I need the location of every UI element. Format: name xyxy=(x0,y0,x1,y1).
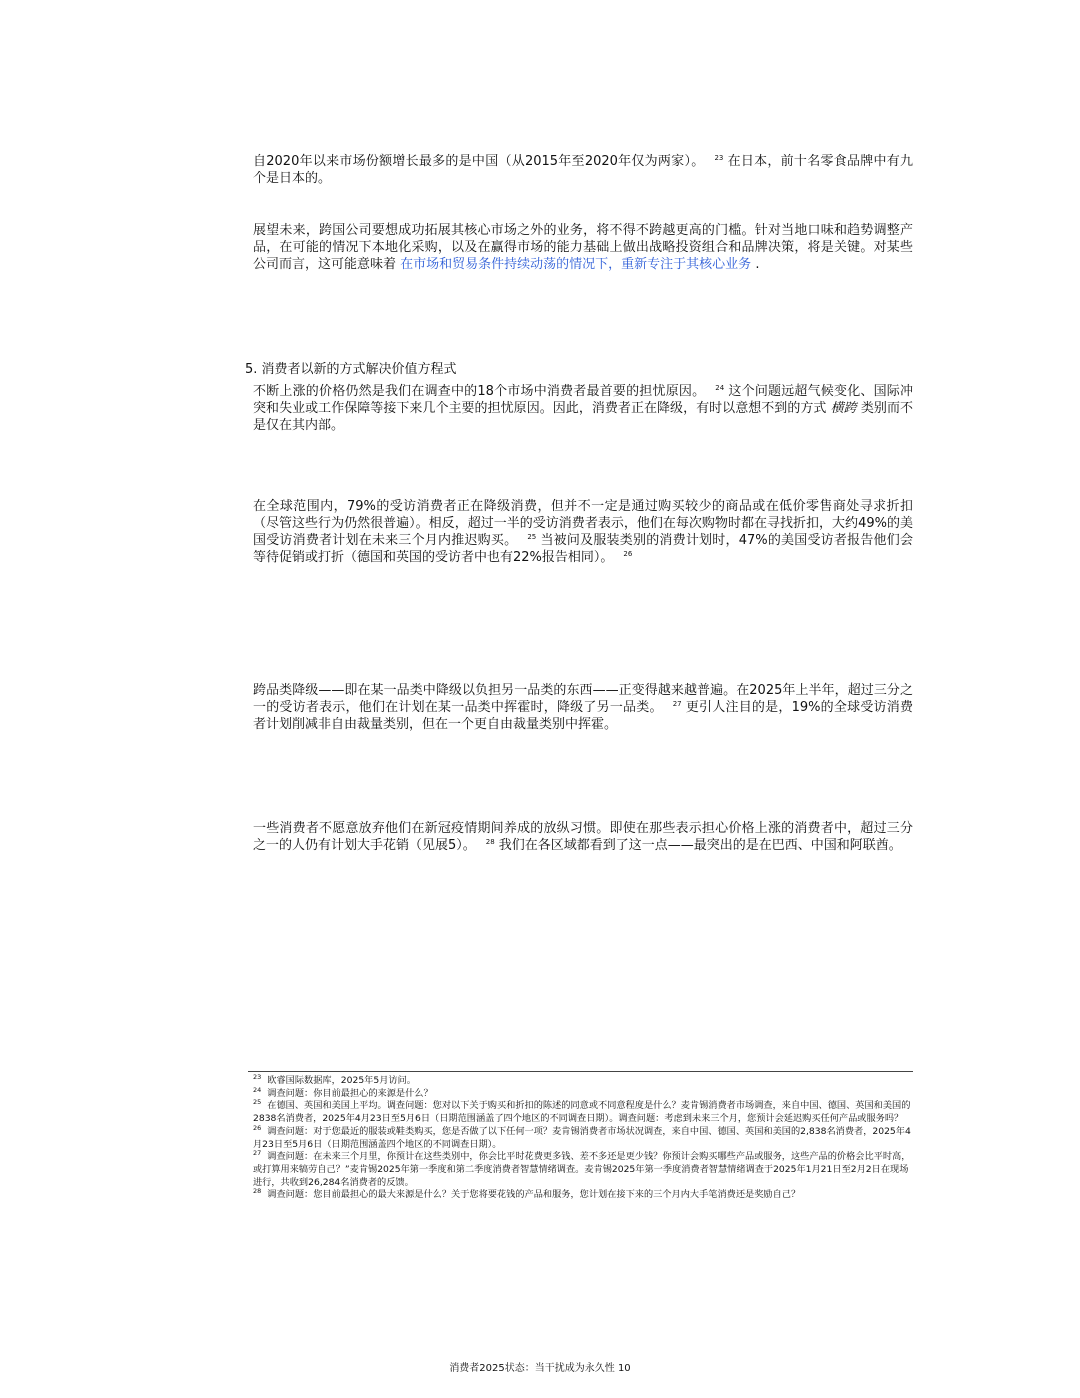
footnote-24: $^{24}$ 调查问题：你目前最担心的来源是什么？ xyxy=(253,1085,433,1099)
footnote-23: $^{23}$ 欧睿国际数据库，2025年5月访问。 xyxy=(253,1072,416,1086)
paragraph-outlook: 展望未来，跨国公司要想成功拓展其核心市场之外的业务，将不得不跨越更高的门槛。针对当地口味和趋势调整产品，在可能的情况下本地化采购，以及在赢得市场的能力基础上做出战略投资组合和品牌决策，将是关键。对某些公司而言，这可能意味着 在市场和贸易条件持续动荡的情况下，重新专注于其核心业务 . xyxy=(253,223,913,272)
footnote-ref-27[interactable]: 27 xyxy=(672,699,682,708)
page-footer: 消费者2025状态：当干扰成为永久性 10 xyxy=(449,1363,631,1374)
footnote-28: $^{28}$ 调查问题：您目前最担心的最大来源是什么？关于您将要花钱的产品和服务，您计划在接下来的三个月内大手笔消费还是奖励自己？ xyxy=(253,1187,801,1201)
footnote-ref-25[interactable]: 25 xyxy=(527,532,537,541)
footnote-26: $^{26}$ 调查问题：对于您最近的服装或鞋类购买，您是否做了以下任何一项？麦肯锡消费者市场状况调查，来自中国、德国、英国和美国的2,838名消费者，2025年4月23日至5月6日（日期范围涵盖四个地区的不同调查日期）。 xyxy=(253,1123,911,1150)
footnote-ref-23[interactable]: 23 xyxy=(714,153,724,162)
paragraph-cross-category: 跨品类降级——即在某一品类中降级以负担另一品类的东西——正变得越来越普遍。在2025年上半年，超过三分之一的受访者表示，他们在计划在某一品类中挥霍时，降级了另一品类。 $^{27}$ 更引人注目的是，19%的全球受访消费者计划削减非自由裁量类别，但在一个更自由裁量类别中挥霍。 xyxy=(253,683,913,732)
footnote-ref-24[interactable]: 24 xyxy=(715,383,725,392)
paragraph-rising-prices: 不断上涨的价格仍然是我们在调查中的18个市场中消费者最首要的担忧原因。 $^{24}$ 这个问题远超气候变化、国际冲突和失业或工作保障等接下来几个主要的担忧原因。因此，消费者正在降级，有时以意想不到的方式 横跨 类别而不是仅在其内部。 xyxy=(253,383,913,433)
core-business-link[interactable]: 在市场和贸易条件持续动荡的情况下，重新专注于其核心业务 xyxy=(400,257,752,272)
section-5-heading: 5. 消费者以新的方式解决价值方程式 xyxy=(245,362,457,377)
footnote-ref-26[interactable]: 26 xyxy=(623,549,633,558)
footnote-divider xyxy=(248,1071,913,1072)
emphasis-across: 横跨 xyxy=(830,401,857,416)
footnote-27: $^{27}$ 调查问题：在未来三个月里，你预计在这些类别中，你会比平时花费更多钱、差不多还是更少钱？你预计会购买哪些产品或服务，这些产品的价格会比平时高，或打算用来犒劳自己？”麦肯锡2025年第一季度和第二季度消费者智慧情绪调查。麦肯锡2025年第一季度消费者智慧情绪调查于2025年1月21日至2月2日在现场进行，共收到26,284名消费者的反馈。 xyxy=(253,1149,911,1188)
paragraph-china-share: 自2020年以来市场份额增长最多的是中国（从2015年至2020年仅为两家）。 $^{23}$ 在日本，前十名零食品牌中有九个是日本的。 xyxy=(253,153,913,186)
footnotes xyxy=(253,1072,913,1202)
footnote-ref-28[interactable]: 28 xyxy=(485,837,495,846)
paragraph-trade-down: 在全球范围内，79%的受访消费者正在降级消费，但并不一定是通过购买较少的商品或在低价零售商处寻求折扣（尽管这些行为仍然很普遍）。相反，超过一半的受访消费者表示，他们在每次购物时都在寻找折扣，大约49%的美国受访消费者计划在未来三个月内推迟购买。 $^{25}$ 当被问及服装类别的消费计划时，47%的美国受访者报告他们会等待促销或打折（德国和英国的受访者中也有22%报告相同）。 $^{26}$ xyxy=(253,499,913,565)
footnote-25: $^{25}$ 在德国、英国和美国上平均。调查问题：您对以下关于购买和折扣的陈述的同意或不同意程度是什么？麦肯锡消费者市场调查，来自中国、德国、英国和美国的2838名消费者，2025年4月23日至5月6日（日期范围涵盖了四个地区的不同调查日期）。调查问题：考虑到未来三个月，您预计会延迟购买任何产品或服务吗？ xyxy=(253,1098,911,1125)
paragraph-indulgence: 一些消费者不愿意放弃他们在新冠疫情期间养成的放纵习惯。即使在那些表示担心价格上涨的消费者中，超过三分之一的人仍有计划大手花销（见展5）。 $^{28}$ 我们在各区域都看到了这一点——最突出的是在巴西、中国和阿联酋。 xyxy=(253,821,913,853)
